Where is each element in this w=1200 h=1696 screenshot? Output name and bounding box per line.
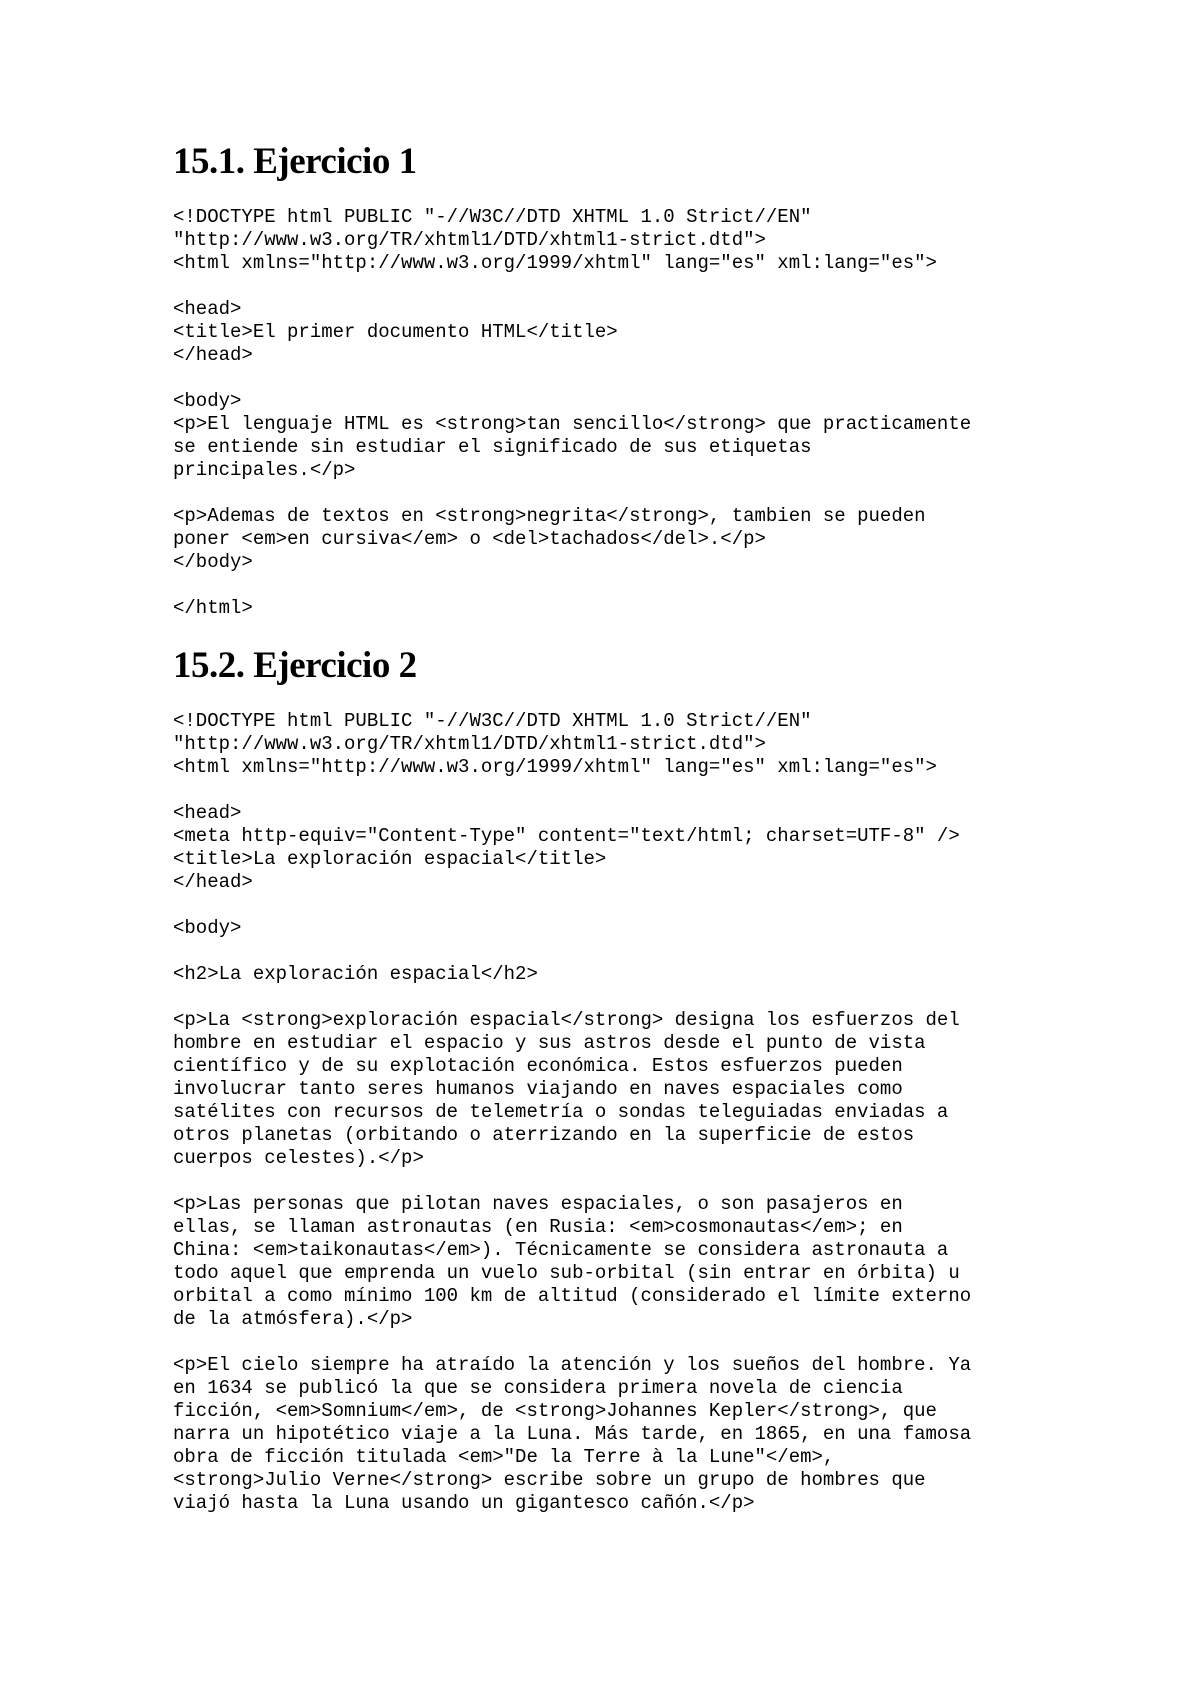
code-line: hombre en estudiar el espacio y sus astros desde el punto de vista (173, 1032, 926, 1054)
code-line: </head> (173, 344, 253, 366)
code-listing (173, 206, 1133, 620)
code-line (173, 367, 1133, 390)
section-ejercicio-1 (173, 140, 1133, 620)
code-line: <p>Ademas de textos en <strong>negrita</strong>, tambien se pueden (173, 505, 926, 527)
code-line (173, 940, 1133, 963)
code-line: <strong>Julio Verne</strong> escribe sobre un grupo de hombres que (173, 1469, 926, 1491)
code-line: China: <em>taikonautas</em>). Técnicamente se considera astronauta a (173, 1239, 949, 1261)
code-line: <body> (173, 917, 242, 939)
code-line: <p>La <strong>exploración espacial</strong> designa los esfuerzos del (173, 1009, 960, 1031)
code-line (173, 1170, 1133, 1193)
code-line (173, 482, 1133, 505)
code-line: <head> (173, 298, 242, 320)
code-line (173, 1331, 1133, 1354)
code-line: en 1634 se publicó la que se considera primera novela de ciencia (173, 1377, 903, 1399)
section-title: 15.1. Ejercicio 1 (173, 141, 417, 182)
code-line (173, 779, 1133, 802)
code-line: principales.</p> (173, 459, 356, 481)
code-line: <html xmlns="http://www.w3.org/1999/xhtml" lang="es" xml:lang="es"> (173, 252, 937, 274)
code-line: ficción, <em>Somnium</em>, de <strong>Johannes Kepler</strong>, que (173, 1400, 937, 1422)
document-page (173, 140, 1133, 1539)
code-line: se entiende sin estudiar el significado de sus etiquetas (173, 436, 812, 458)
code-line: <body> (173, 390, 242, 412)
code-line: <p>El lenguaje HTML es <strong>tan sencillo</strong> que practicamente (173, 413, 972, 435)
code-line: involucrar tanto seres humanos viajando en naves espaciales como (173, 1078, 903, 1100)
code-line: <title>La exploración espacial</title> (173, 848, 607, 870)
code-line: <!DOCTYPE html PUBLIC "-//W3C//DTD XHTML 1.0 Strict//EN" (173, 206, 812, 228)
code-line: <!DOCTYPE html PUBLIC "-//W3C//DTD XHTML 1.0 Strict//EN" (173, 710, 812, 732)
code-line: poner <em>en cursiva</em> o <del>tachados</del>.</p> (173, 528, 766, 550)
code-line (173, 574, 1133, 597)
code-line: todo aquel que emprenda un vuelo sub-orbital (sin entrar en órbita) u (173, 1262, 960, 1284)
code-listing (173, 710, 1133, 1515)
code-line: <head> (173, 802, 242, 824)
code-line: narra un hipotético viaje a la Luna. Más tarde, en 1865, en una famosa (173, 1423, 972, 1445)
code-line: de la atmósfera).</p> (173, 1308, 413, 1330)
code-line (173, 986, 1133, 1009)
code-line: <h2>La exploración espacial</h2> (173, 963, 538, 985)
code-line: orbital a como mínimo 100 km de altitud (considerado el límite externo (173, 1285, 972, 1307)
code-line: científico y de su explotación económica. Estos esfuerzos pueden (173, 1055, 903, 1077)
code-line: <p>Las personas que pilotan naves espaciales, o son pasajeros en (173, 1193, 903, 1215)
code-line: </head> (173, 871, 253, 893)
code-line: viajó hasta la Luna usando un gigantesco cañón.</p> (173, 1492, 755, 1514)
code-line: <title>El primer documento HTML</title> (173, 321, 618, 343)
code-line: "http://www.w3.org/TR/xhtml1/DTD/xhtml1-strict.dtd"> (173, 229, 766, 251)
section-ejercicio-2 (173, 644, 1133, 1515)
code-line: satélites con recursos de telemetría o sondas teleguiadas enviadas a (173, 1101, 949, 1123)
code-line (173, 275, 1133, 298)
code-line: </html> (173, 597, 253, 619)
code-line: obra de ficción titulada <em>"De la Terre à la Lune"</em>, (173, 1446, 835, 1468)
code-line: otros planetas (orbitando o aterrizando en la superficie de estos (173, 1124, 915, 1146)
code-line: ellas, se llaman astronautas (en Rusia: <em>cosmonautas</em>; en (173, 1216, 903, 1238)
code-line (173, 894, 1133, 917)
code-line: <html xmlns="http://www.w3.org/1999/xhtml" lang="es" xml:lang="es"> (173, 756, 937, 778)
section-title: 15.2. Ejercicio 2 (173, 645, 417, 686)
code-line: cuerpos celestes).</p> (173, 1147, 424, 1169)
code-line: </body> (173, 551, 253, 573)
code-line: "http://www.w3.org/TR/xhtml1/DTD/xhtml1-strict.dtd"> (173, 733, 766, 755)
code-line: <p>El cielo siempre ha atraído la atención y los sueños del hombre. Ya (173, 1354, 972, 1376)
code-line: <meta http-equiv="Content-Type" content="text/html; charset=UTF-8" /> (173, 825, 960, 847)
